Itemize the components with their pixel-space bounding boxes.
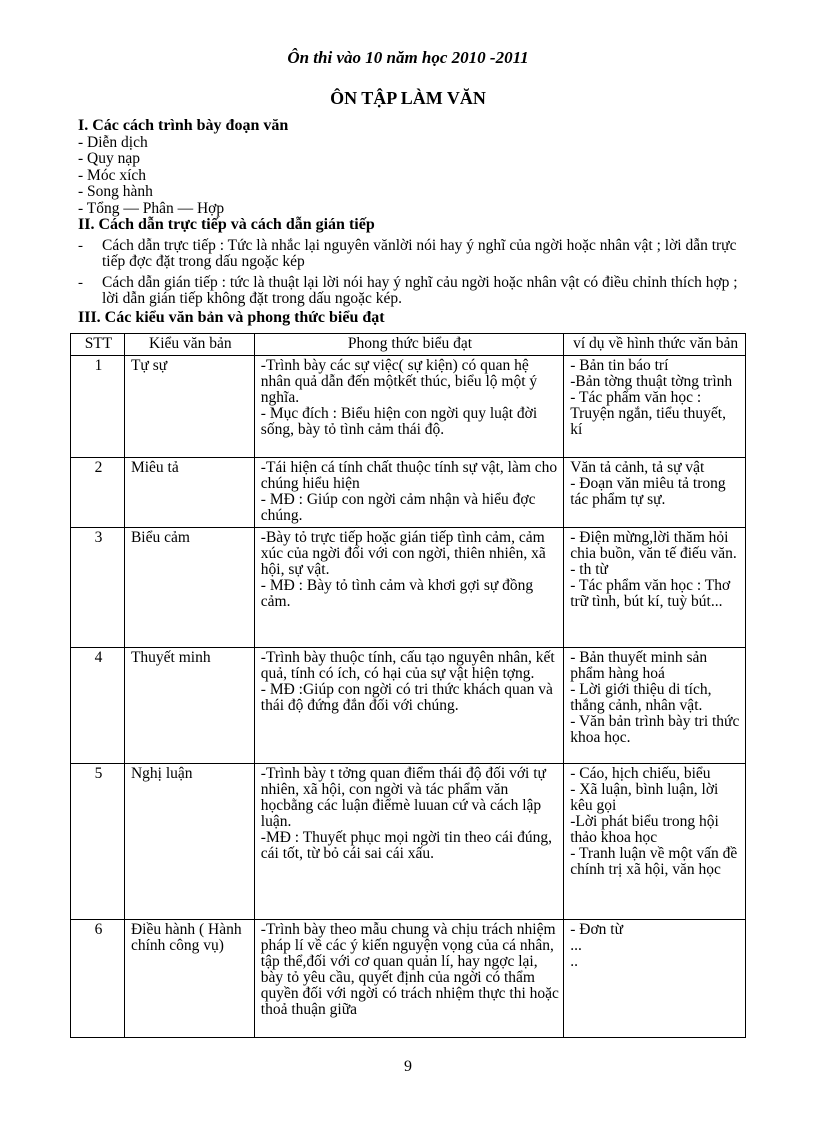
text-types-table xyxy=(70,333,746,1038)
table-row xyxy=(71,528,746,648)
cell-stt: 6 xyxy=(71,920,125,1038)
cell-type: Miêu tả xyxy=(124,458,254,528)
cell-examples xyxy=(564,528,746,648)
example-line: ... xyxy=(570,937,582,954)
bullet-item xyxy=(78,238,758,271)
example-line: - Đơn từ xyxy=(570,921,623,938)
example-line: - Đoạn văn miêu tả trong tác phẩm tự sự. xyxy=(570,475,726,508)
list-item: - Móc xích xyxy=(78,166,147,184)
section2-heading: II. Cách dẫn trực tiếp và cách dẫn gián tiếp xyxy=(78,216,375,233)
cell-stt: 5 xyxy=(71,764,125,920)
method-line: - MĐ :Giúp con ngời có tri thức khách quan và thái độ đứng đắn đối với chúng. xyxy=(260,681,553,714)
cell-type: Nghị luận xyxy=(124,764,254,920)
page-title: ÔN TẬP LÀM VĂN xyxy=(330,88,486,108)
cell-method xyxy=(254,528,563,648)
example-line: - Văn bản trình bày tri thức khoa học. xyxy=(570,713,740,746)
example-line: - Bản thuyết minh sản phẩm hàng hoá xyxy=(570,649,708,682)
example-line: - Cáo, hịch chiếu, biểu xyxy=(570,765,711,782)
bullet-text: Cách dẫn gián tiếp : tức là thuật lại lời nói hay ý nghĩ cảu ngời hoặc nhân vật có điều chỉnh thích hợp ; lời dẫn gián tiếp không đặt trong dấu ngoặc kép. xyxy=(102,273,738,307)
method-line: -MĐ : Thuyết phục mọi ngời tin theo cái đúng, cái tốt, từ bỏ cái sai cái xấu. xyxy=(260,829,552,862)
example-line: - Lời giới thiệu di tích, thắng cảnh, nhân vật. xyxy=(570,681,712,714)
example-line: - Xã luận, bình luận, lời kêu gọi xyxy=(570,781,719,814)
example-line: - Điện mừng,lời thăm hỏi chia buồn, văn tế điếu văn. xyxy=(570,529,737,562)
cell-type: Điều hành ( Hành chính công vụ) xyxy=(124,920,254,1038)
cell-stt: 4 xyxy=(71,648,125,764)
example-line: - Bản tin báo trí xyxy=(570,357,669,374)
cell-examples xyxy=(564,356,746,458)
col-header-method: Phong thức biểu đạt xyxy=(254,334,563,356)
cell-method xyxy=(254,458,563,528)
cell-type: Tự sự xyxy=(124,356,254,458)
content xyxy=(78,118,758,326)
cell-stt: 2 xyxy=(71,458,125,528)
method-line: -Trình bày các sự việc( sự kiện) có quan hệ nhân quả dẫn đến mộtkết thúc, biểu lộ một ý nghĩa. xyxy=(260,357,538,406)
method-line: -Bày tỏ trực tiếp hoặc gián tiếp tình cảm, cảm xúc của ngời đối với con ngời, thiên nhiên, xã hội, sự vật. xyxy=(260,529,546,578)
cell-method xyxy=(254,920,563,1038)
page-number: 9 xyxy=(404,1058,412,1075)
cell-method xyxy=(254,356,563,458)
method-line: - MĐ : Giúp con ngời cảm nhận và hiểu đợc chúng. xyxy=(260,491,536,524)
example-line: -Lời phát biểu trong hội thảo khoa học xyxy=(570,813,719,846)
col-header-type: Kiểu văn bản xyxy=(124,334,254,356)
bullet-item xyxy=(78,275,758,308)
example-line: - Tranh luận về một vấn đề chính trị xã hội, văn học xyxy=(570,845,738,878)
method-line: - Mục đích : Biểu hiện con ngời quy luật đời sống, bày tỏ tình cảm thái độ. xyxy=(260,405,538,438)
method-line: -Trình bày theo mẫu chung và chịu trách nhiệm pháp lí về các ý kiến nguyện vọng của cá nhân, tập thể,đối với cơ quan quản lí, hay ngợc lại, bày tỏ yêu cầu, quyết định của ngời có thẩm quyền đối với ngời có trách nhiệm thực thi hoặc thoả thuận giữa xyxy=(260,921,559,1018)
section1-heading: I. Các cách trình bày đoạn văn xyxy=(78,117,289,134)
method-line: - MĐ : Bày tỏ tình cảm và khơi gợi sự đồng cảm. xyxy=(260,577,534,610)
table-row xyxy=(71,648,746,764)
method-line: -Trình bày thuộc tính, cấu tạo nguyên nhân, kết quả, tính có ích, có hại của sự vật hiện tợng. xyxy=(260,649,555,682)
list-item: - Quy nạp xyxy=(78,150,140,167)
cell-examples xyxy=(564,458,746,528)
table-row xyxy=(71,356,746,458)
dash-icon: - xyxy=(78,274,83,291)
col-header-examples: ví dụ về hình thức văn bản xyxy=(564,334,746,356)
page-header: Ôn thi vào 10 năm học 2010 -2011 xyxy=(287,48,529,67)
cell-method xyxy=(254,764,563,920)
example-line: .. xyxy=(570,953,578,970)
cell-stt: 1 xyxy=(71,356,125,458)
section3-heading: III. Các kiểu văn bản và phong thức biểu đạt xyxy=(78,308,385,326)
table-header-row xyxy=(71,334,746,356)
bullet-text: Cách dẫn trực tiếp : Tức là nhắc lại nguyên vănlời nói hay ý nghĩ của ngời hoặc nhân vật ; lời dẫn trực tiếp đợc đặt trong dấu ngoặc kép xyxy=(102,236,737,270)
table-row xyxy=(71,920,746,1038)
cell-examples xyxy=(564,764,746,920)
list-item: - Tổng — Phân — Hợp xyxy=(78,199,225,217)
cell-stt: 3 xyxy=(71,528,125,648)
method-line: -Tái hiện cá tính chất thuộc tính sự vật, làm cho chúng hiểu hiện xyxy=(260,459,558,492)
cell-examples xyxy=(564,920,746,1038)
example-line: Văn tả cảnh, tả sự vật xyxy=(570,459,705,476)
list-item: - Diễn dịch xyxy=(78,133,148,151)
cell-type: Thuyết minh xyxy=(124,648,254,764)
example-line: - Tác phẩm văn học : Truyện ngắn, tiểu thuyết, kí xyxy=(570,389,726,438)
col-header-stt: STT xyxy=(71,334,125,356)
table-row xyxy=(71,764,746,920)
table-row xyxy=(71,458,746,528)
cell-type: Biểu cảm xyxy=(124,528,254,648)
example-line: -Bản tờng thuật tờng trình xyxy=(570,373,733,390)
list-item: - Song hành xyxy=(78,183,153,200)
method-line: -Trình bày t tởng quan điểm thái độ đối với tự nhiên, xã hội, con ngời và tác phẩm văn họcbằng các luận điểmè luuan cứ và cách lập luận. xyxy=(260,765,546,830)
cell-examples xyxy=(564,648,746,764)
example-line: - Tác phẩm văn học : Thơ trữ tình, bút kí, tuỳ bút... xyxy=(570,577,731,610)
dash-icon: - xyxy=(78,237,83,254)
cell-method xyxy=(254,648,563,764)
example-line: - th từ xyxy=(570,561,608,578)
